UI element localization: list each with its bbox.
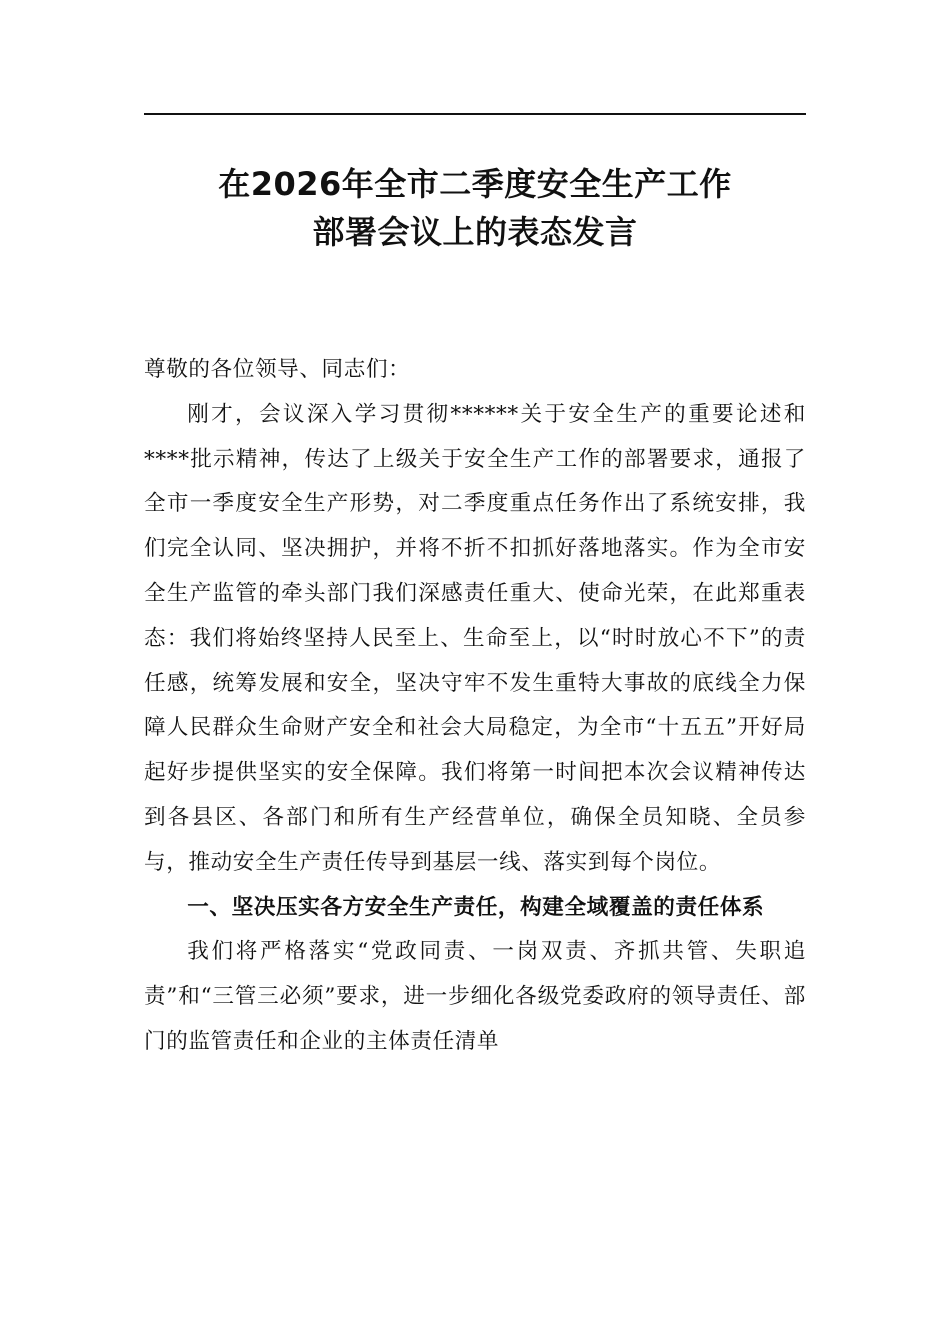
section-heading-1: 一、坚决压实各方安全生产责任，构建全域覆盖的责任体系 [187,894,765,920]
title-line-2: 部署会议上的表态发言 [312,213,638,251]
document-body [144,348,806,1065]
paragraph-intro: 刚才，会议深入学习贯彻******关于安全生产的重要论述和****批示精神，传达了上级关于安全生产工作的部署要求，通报了全市一季度安全生产形势，对二季度重点任务作出了系统安排，我们完全认同、坚决拥护，并将不折不扣抓好落地落实。作为全市安全生产监管的牵头部门我们深感责任重大、使命光荣，在此郑重表态：我们将始终坚持人民至上、生命至上，以“时时放心不下”的责任感，统筹发展和安全，坚决守牢不发生重特大事故的底线全力保障人民群众生命财产安全和社会大局稳定，为全市“十五五”开好局起好步提供坚实的安全保障。我们将第一时间把本次会议精神传达到各县区、各部门和所有生产经营单位，确保全员知晓、全员参与，推动安全生产责任传导到基层一线、落实到每个岗位。 [144,401,806,875]
paragraph-section-1: 我们将严格落实“党政同责、一岗双责、齐抓共管、失职追责”和“三管三必须”要求，进一步细化各级党委政府的领导责任、部门的监管责任和企业的主体责任清单 [144,939,806,1054]
greeting: 尊敬的各位领导、同志们： [144,357,411,382]
title-line-1: 在2026年全市二季度安全生产工作 [218,165,732,203]
document-title [120,160,830,256]
header-rule [144,113,806,115]
